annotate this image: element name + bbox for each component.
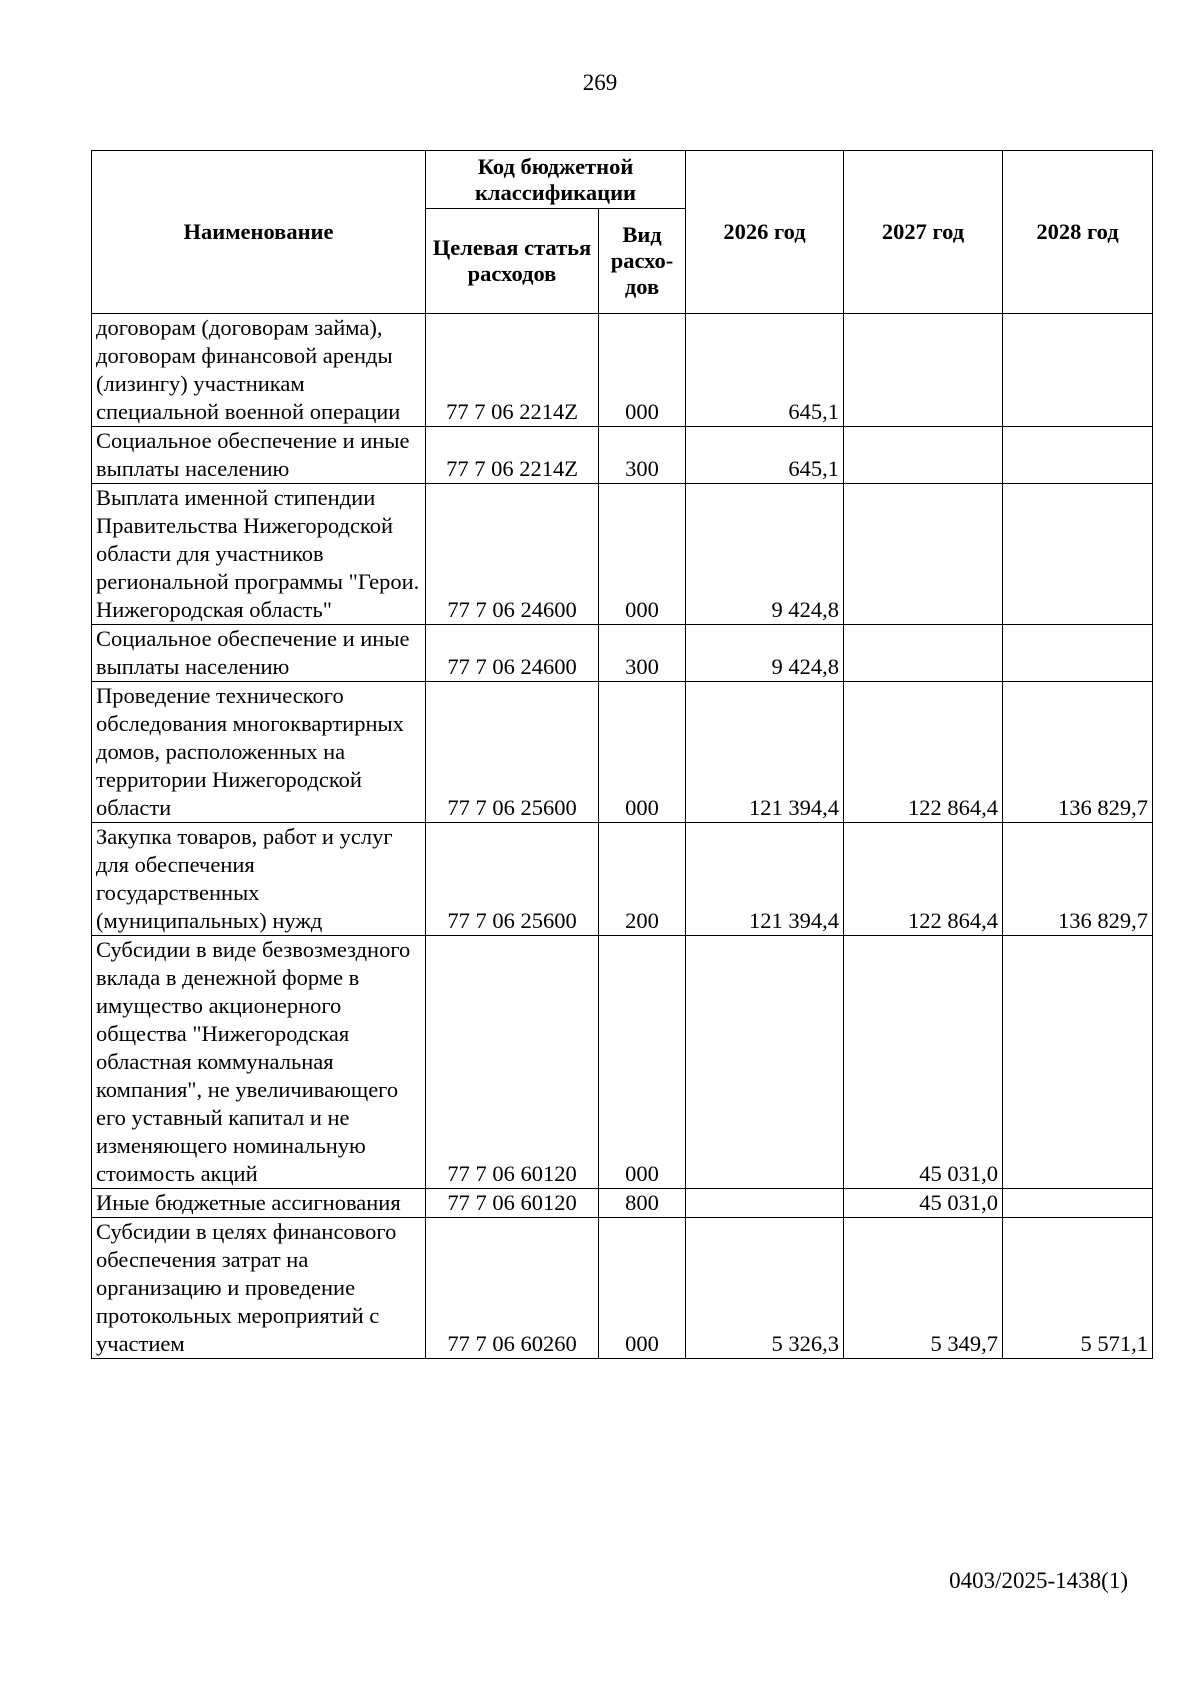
row-2026: [686, 936, 844, 1189]
row-2028: 5 571,1: [1003, 1218, 1153, 1359]
table-row: [92, 682, 1153, 823]
table-row: [92, 314, 1153, 427]
header-code-group: Код бюджетной классификации: [426, 151, 686, 209]
row-2026: 121 394,4: [686, 682, 844, 823]
row-2027: [844, 484, 1003, 625]
row-2028: 136 829,7: [1003, 823, 1153, 936]
row-2028: [1003, 1189, 1153, 1218]
row-2027: 45 031,0: [844, 1189, 1003, 1218]
row-2027: 45 031,0: [844, 936, 1003, 1189]
row-2026: 9 424,8: [686, 484, 844, 625]
row-expense-type: 000: [599, 314, 686, 427]
row-name: Закупка товаров, работ и услуг для обеспечения государственных (муниципальных) нужд: [92, 823, 426, 936]
table-row: [92, 1218, 1153, 1359]
row-2028: [1003, 427, 1153, 484]
row-2028: 136 829,7: [1003, 682, 1153, 823]
header-expense-type: Вид расхо-дов: [599, 209, 686, 314]
row-2026: 645,1: [686, 314, 844, 427]
row-name: Иные бюджетные ассигнования: [92, 1189, 426, 1218]
row-name: договорам (договорам займа), договорам финансовой аренды (лизингу) участникам специальной военной операции: [92, 314, 426, 427]
row-expense-type: 000: [599, 1218, 686, 1359]
document-code: 0403/2025-1438(1): [949, 1568, 1128, 1593]
row-target-article: 77 7 06 60260: [426, 1218, 599, 1359]
row-expense-type: 800: [599, 1189, 686, 1218]
row-target-article: 77 7 06 60120: [426, 1189, 599, 1218]
row-target-article: 77 7 06 25600: [426, 823, 599, 936]
row-2027: 122 864,4: [844, 682, 1003, 823]
table-row: [92, 1189, 1153, 1218]
row-2026: [686, 1189, 844, 1218]
row-target-article: 77 7 06 60120: [426, 936, 599, 1189]
header-target-article: Целевая статья расходов: [426, 209, 599, 314]
row-2028: [1003, 484, 1153, 625]
row-2026: 5 326,3: [686, 1218, 844, 1359]
row-expense-type: 200: [599, 823, 686, 936]
row-2027: 122 864,4: [844, 823, 1003, 936]
table-row: [92, 427, 1153, 484]
header-2026: 2026 год: [686, 151, 844, 314]
row-expense-type: 000: [599, 682, 686, 823]
row-2027: [844, 625, 1003, 682]
row-expense-type: 000: [599, 484, 686, 625]
row-target-article: 77 7 06 25600: [426, 682, 599, 823]
table-row: [92, 484, 1153, 625]
row-target-article: 77 7 06 2214Z: [426, 314, 599, 427]
row-expense-type: 300: [599, 427, 686, 484]
row-2028: [1003, 936, 1153, 1189]
budget-table: [91, 150, 1153, 1359]
row-2026: 121 394,4: [686, 823, 844, 936]
row-expense-type: 000: [599, 936, 686, 1189]
row-2026: 645,1: [686, 427, 844, 484]
row-2027: [844, 427, 1003, 484]
row-name: Субсидии в виде безвозмездного вклада в денежной форме в имущество акционерного общества "Нижегородская областная коммунальная компания", не увеличивающего его уставный капитал и не изменяющего номинальную стоимость акций: [92, 936, 426, 1189]
row-name: Выплата именной стипендии Правительства Нижегородской области для участников региональной программы "Герои. Нижегородская область": [92, 484, 426, 625]
row-target-article: 77 7 06 2214Z: [426, 427, 599, 484]
header-name: Наименование: [92, 151, 426, 314]
row-name: Проведение технического обследования многоквартирных домов, расположенных на территории Нижегородской области: [92, 682, 426, 823]
table-row: [92, 625, 1153, 682]
row-2027: 5 349,7: [844, 1218, 1003, 1359]
page-number: 269: [582, 70, 618, 95]
row-target-article: 77 7 06 24600: [426, 484, 599, 625]
row-name: Социальное обеспечение и иные выплаты населению: [92, 427, 426, 484]
header-2028: 2028 год: [1003, 151, 1153, 314]
row-2027: [844, 314, 1003, 427]
row-expense-type: 300: [599, 625, 686, 682]
header-2027: 2027 год: [844, 151, 1003, 314]
table-row: [92, 936, 1153, 1189]
table-row: [92, 823, 1153, 936]
row-name: Субсидии в целях финансового обеспечения затрат на организацию и проведение протокольных мероприятий с участием: [92, 1218, 426, 1359]
row-2026: 9 424,8: [686, 625, 844, 682]
row-2028: [1003, 625, 1153, 682]
row-2028: [1003, 314, 1153, 427]
row-target-article: 77 7 06 24600: [426, 625, 599, 682]
row-name: Социальное обеспечение и иные выплаты населению: [92, 625, 426, 682]
